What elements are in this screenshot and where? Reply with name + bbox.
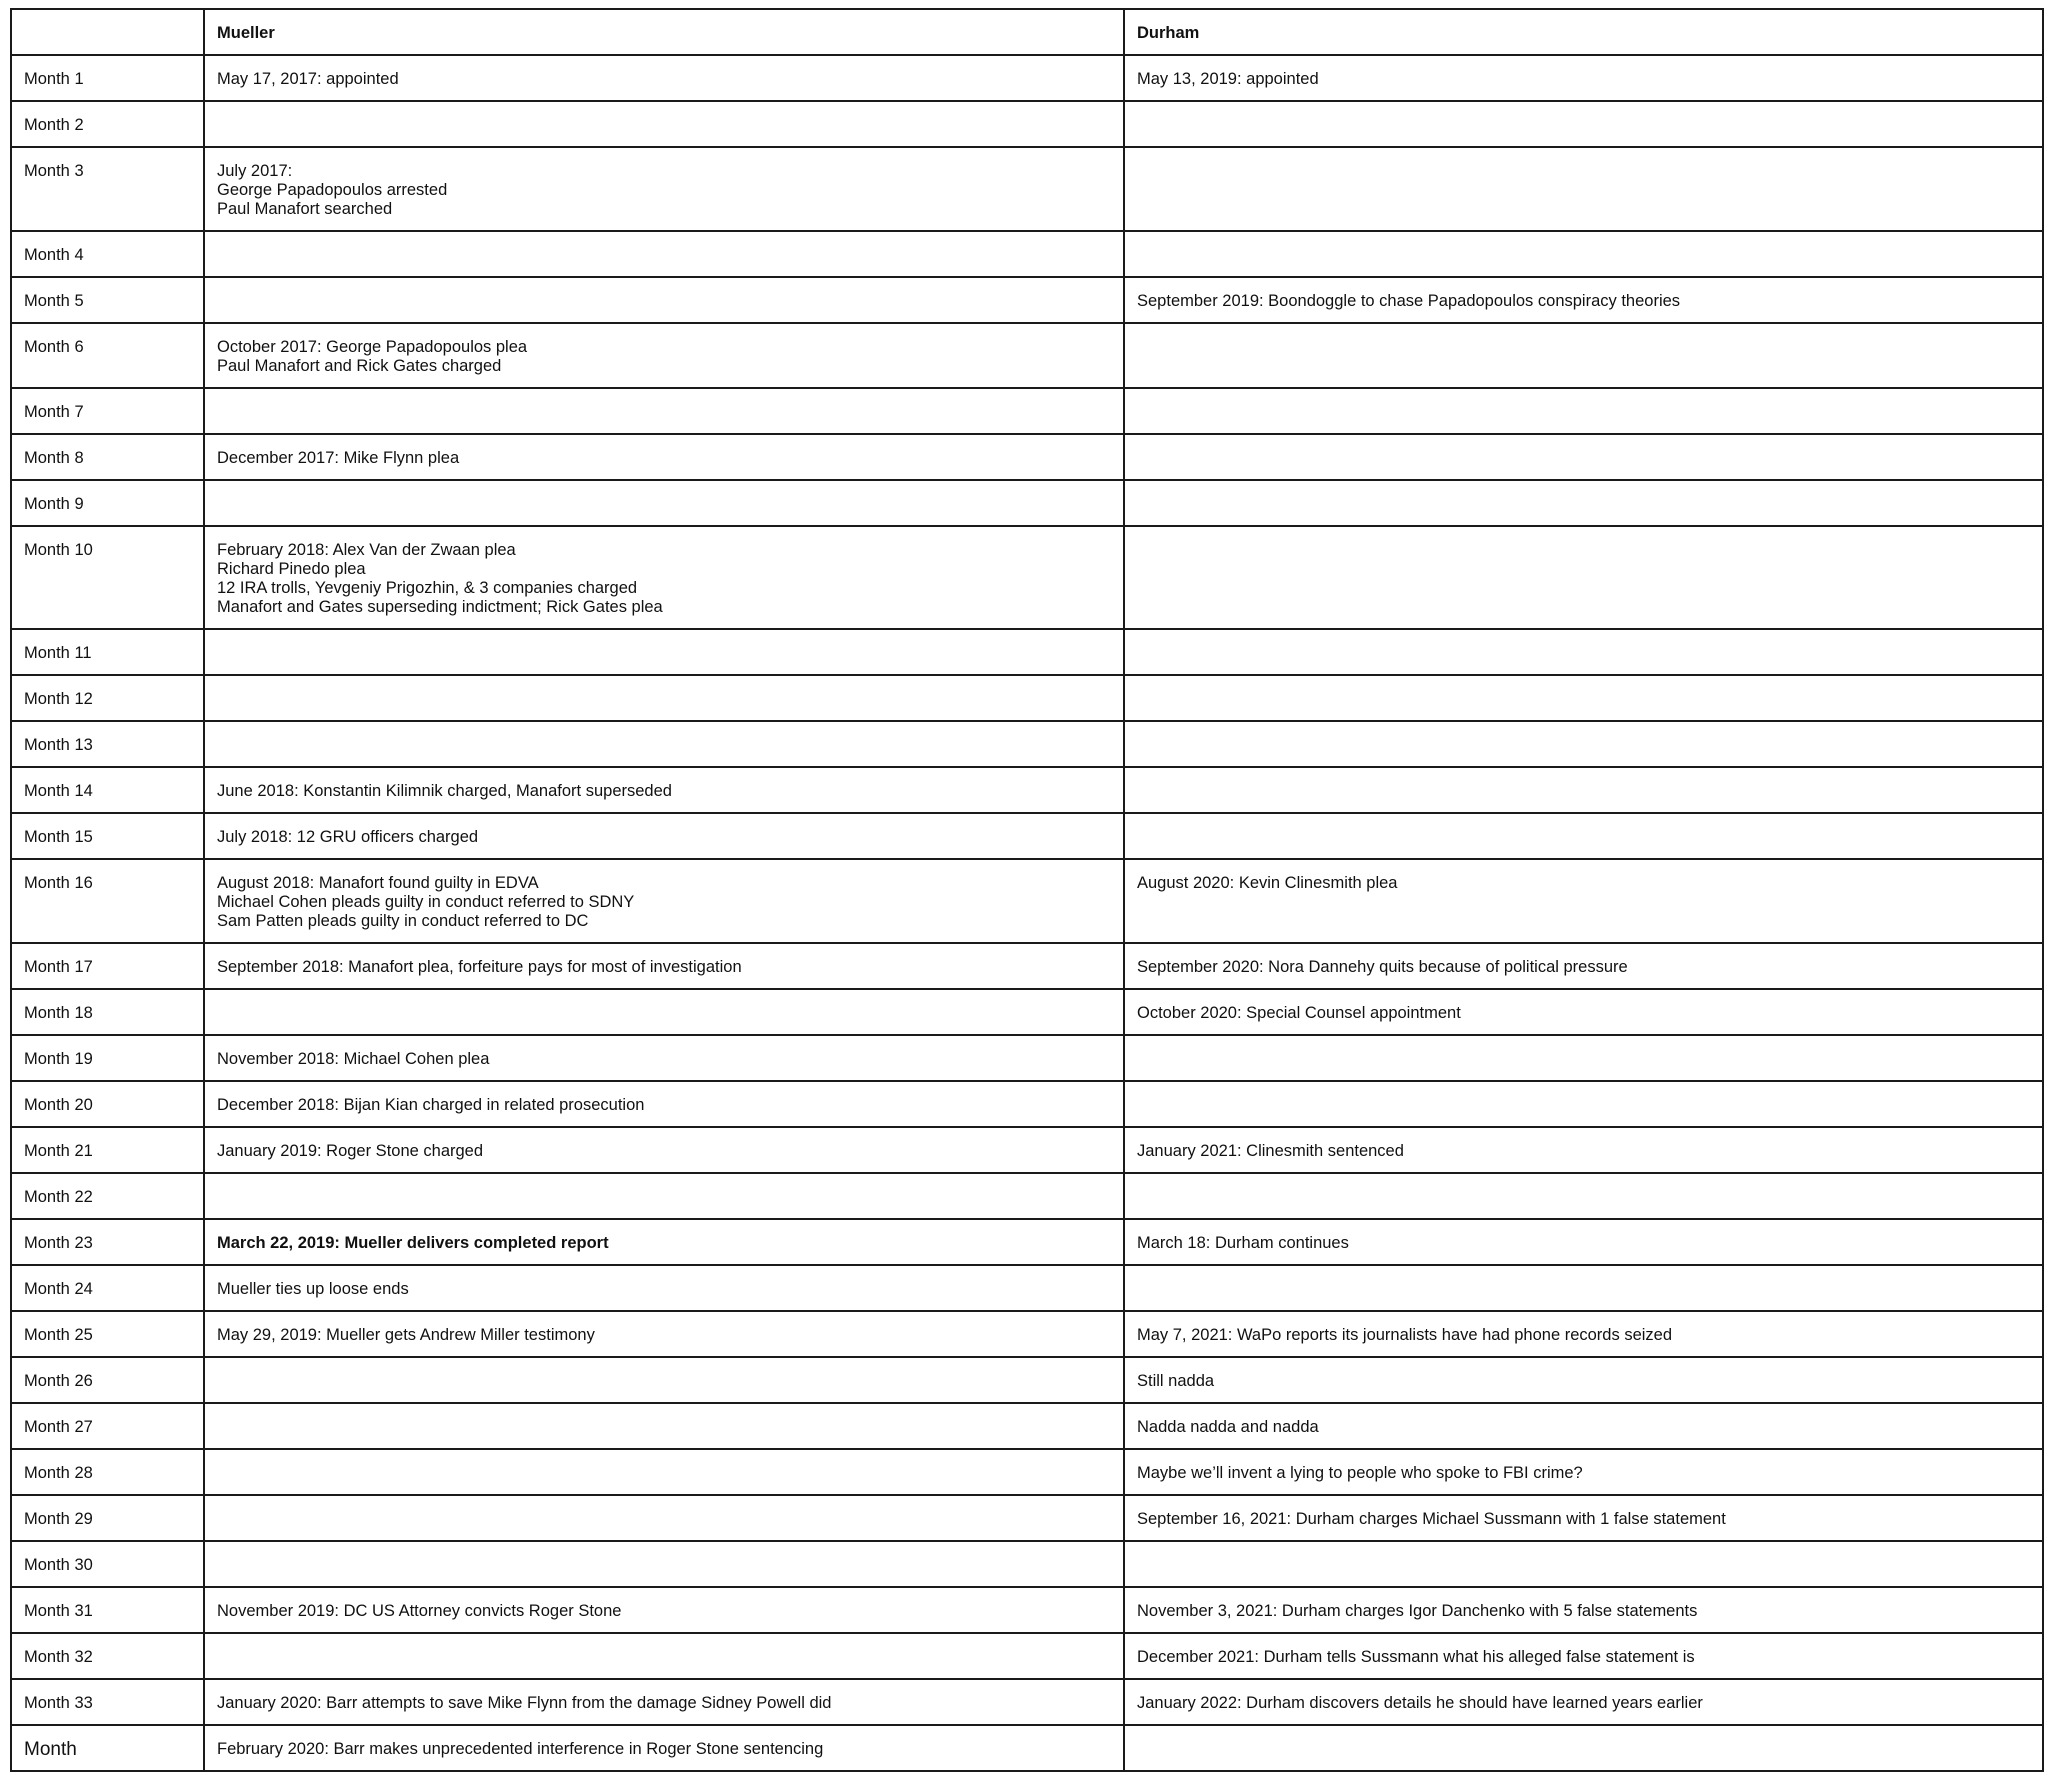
durham-cell <box>1124 1173 2043 1219</box>
table-row <box>11 55 2043 101</box>
table-row <box>11 1449 2043 1495</box>
month-cell: Month 4 <box>11 231 204 277</box>
table-body <box>11 55 2043 1771</box>
month-cell: Month 19 <box>11 1035 204 1081</box>
mueller-cell: December 2017: Mike Flynn plea <box>204 434 1124 480</box>
table-row <box>11 813 2043 859</box>
durham-cell: Still nadda <box>1124 1357 2043 1403</box>
durham-cell: September 2019: Boondoggle to chase Papadopoulos conspiracy theories <box>1124 277 2043 323</box>
table-row <box>11 1035 2043 1081</box>
table-row <box>11 147 2043 231</box>
table-row <box>11 989 2043 1035</box>
month-cell: Month 31 <box>11 1587 204 1633</box>
table-row <box>11 721 2043 767</box>
header-cell-durham: Durham <box>1124 9 2043 55</box>
table-row <box>11 480 2043 526</box>
durham-cell: December 2021: Durham tells Sussmann what his alleged false statement is <box>1124 1633 2043 1679</box>
month-cell: Month 5 <box>11 277 204 323</box>
durham-cell: Nadda nadda and nadda <box>1124 1403 2043 1449</box>
durham-cell <box>1124 813 2043 859</box>
mueller-cell: August 2018: Manafort found guilty in EDVA Michael Cohen pleads guilty in conduct referred to SDNY Sam Patten pleads guilty in conduct referred to DC <box>204 859 1124 943</box>
table-row <box>11 101 2043 147</box>
month-cell: Month 9 <box>11 480 204 526</box>
table-row <box>11 943 2043 989</box>
table-row <box>11 1081 2043 1127</box>
mueller-cell: May 29, 2019: Mueller gets Andrew Miller testimony <box>204 1311 1124 1357</box>
table-row <box>11 388 2043 434</box>
durham-cell <box>1124 1725 2043 1771</box>
month-cell: Month 33 <box>11 1679 204 1725</box>
durham-cell: May 7, 2021: WaPo reports its journalists have had phone records seized <box>1124 1311 2043 1357</box>
month-cell: Month 8 <box>11 434 204 480</box>
month-cell: Month 22 <box>11 1173 204 1219</box>
mueller-cell: March 22, 2019: Mueller delivers completed report <box>204 1219 1124 1265</box>
month-cell: Month 7 <box>11 388 204 434</box>
mueller-cell: November 2018: Michael Cohen plea <box>204 1035 1124 1081</box>
durham-cell: November 3, 2021: Durham charges Igor Danchenko with 5 false statements <box>1124 1587 2043 1633</box>
durham-cell <box>1124 1035 2043 1081</box>
table-row <box>11 1127 2043 1173</box>
table-row <box>11 1541 2043 1587</box>
mueller-cell: July 2017: George Papadopoulos arrested Paul Manafort searched <box>204 147 1124 231</box>
durham-cell <box>1124 480 2043 526</box>
durham-cell: January 2021: Clinesmith sentenced <box>1124 1127 2043 1173</box>
mueller-cell <box>204 1541 1124 1587</box>
durham-cell: October 2020: Special Counsel appointment <box>1124 989 2043 1035</box>
month-cell: Month 14 <box>11 767 204 813</box>
durham-cell: January 2022: Durham discovers details he should have learned years earlier <box>1124 1679 2043 1725</box>
month-cell: Month 25 <box>11 1311 204 1357</box>
timeline-table <box>10 8 2044 1772</box>
durham-cell: Maybe we’ll invent a lying to people who spoke to FBI crime? <box>1124 1449 2043 1495</box>
durham-cell <box>1124 629 2043 675</box>
mueller-cell: Mueller ties up loose ends <box>204 1265 1124 1311</box>
table-row <box>11 675 2043 721</box>
mueller-cell <box>204 989 1124 1035</box>
mueller-cell <box>204 1357 1124 1403</box>
table-row <box>11 1265 2043 1311</box>
month-cell: Month 11 <box>11 629 204 675</box>
table-row <box>11 323 2043 388</box>
mueller-cell <box>204 1173 1124 1219</box>
month-cell: Month 6 <box>11 323 204 388</box>
durham-cell <box>1124 1541 2043 1587</box>
mueller-cell: September 2018: Manafort plea, forfeiture pays for most of investigation <box>204 943 1124 989</box>
mueller-cell <box>204 231 1124 277</box>
month-cell: Month 26 <box>11 1357 204 1403</box>
month-cell: Month 23 <box>11 1219 204 1265</box>
durham-cell: September 2020: Nora Dannehy quits because of political pressure <box>1124 943 2043 989</box>
mueller-cell: November 2019: DC US Attorney convicts Roger Stone <box>204 1587 1124 1633</box>
mueller-cell <box>204 480 1124 526</box>
month-cell: Month 27 <box>11 1403 204 1449</box>
header-cell-mueller: Mueller <box>204 9 1124 55</box>
mueller-cell <box>204 721 1124 767</box>
month-cell: Month 10 <box>11 526 204 629</box>
month-cell: Month 2 <box>11 101 204 147</box>
mueller-cell: January 2020: Barr attempts to save Mike Flynn from the damage Sidney Powell did <box>204 1679 1124 1725</box>
header-cell-month <box>11 9 204 55</box>
mueller-cell <box>204 675 1124 721</box>
table-row <box>11 629 2043 675</box>
month-cell: Month 32 <box>11 1633 204 1679</box>
durham-cell <box>1124 1265 2043 1311</box>
mueller-cell <box>204 1633 1124 1679</box>
month-cell: Month 21 <box>11 1127 204 1173</box>
durham-cell: March 18: Durham continues <box>1124 1219 2043 1265</box>
mueller-cell: July 2018: 12 GRU officers charged <box>204 813 1124 859</box>
durham-cell <box>1124 675 2043 721</box>
month-cell: Month 1 <box>11 55 204 101</box>
month-cell: Month 16 <box>11 859 204 943</box>
month-cell: Month 18 <box>11 989 204 1035</box>
durham-cell <box>1124 388 2043 434</box>
durham-cell <box>1124 1081 2043 1127</box>
table-row <box>11 1587 2043 1633</box>
table-row <box>11 277 2043 323</box>
month-cell: Month 12 <box>11 675 204 721</box>
table-row <box>11 1725 2043 1771</box>
mueller-cell: January 2019: Roger Stone charged <box>204 1127 1124 1173</box>
month-cell: Month 28 <box>11 1449 204 1495</box>
durham-cell: August 2020: Kevin Clinesmith plea <box>1124 859 2043 943</box>
durham-cell <box>1124 101 2043 147</box>
mueller-cell: February 2018: Alex Van der Zwaan plea Richard Pinedo plea 12 IRA trolls, Yevgeniy Prigozhin, & 3 companies charged Manafort and Gates superseding indictment; Rick Gates plea <box>204 526 1124 629</box>
month-cell: Month 20 <box>11 1081 204 1127</box>
mueller-cell <box>204 388 1124 434</box>
table-row <box>11 1311 2043 1357</box>
table-row <box>11 859 2043 943</box>
durham-cell <box>1124 231 2043 277</box>
mueller-cell <box>204 1403 1124 1449</box>
durham-cell <box>1124 147 2043 231</box>
month-cell: Month 17 <box>11 943 204 989</box>
durham-cell <box>1124 721 2043 767</box>
month-cell: Month 15 <box>11 813 204 859</box>
mueller-cell <box>204 101 1124 147</box>
month-cell: Month 30 <box>11 1541 204 1587</box>
month-cell: Month 24 <box>11 1265 204 1311</box>
table-row <box>11 1357 2043 1403</box>
month-cell: Month 29 <box>11 1495 204 1541</box>
month-cell: Month 3 <box>11 147 204 231</box>
mueller-cell <box>204 629 1124 675</box>
durham-cell <box>1124 526 2043 629</box>
mueller-cell: June 2018: Konstantin Kilimnik charged, Manafort superseded <box>204 767 1124 813</box>
table-row <box>11 1633 2043 1679</box>
durham-cell <box>1124 767 2043 813</box>
mueller-cell: December 2018: Bijan Kian charged in related prosecution <box>204 1081 1124 1127</box>
table-row <box>11 1219 2043 1265</box>
durham-cell <box>1124 434 2043 480</box>
month-cell: Month <box>11 1725 204 1771</box>
header-row <box>11 9 2043 55</box>
table-row <box>11 1495 2043 1541</box>
table-row <box>11 1403 2043 1449</box>
mueller-cell <box>204 277 1124 323</box>
durham-cell: September 16, 2021: Durham charges Michael Sussmann with 1 false statement <box>1124 1495 2043 1541</box>
mueller-cell <box>204 1495 1124 1541</box>
durham-cell <box>1124 323 2043 388</box>
mueller-cell: October 2017: George Papadopoulos plea Paul Manafort and Rick Gates charged <box>204 323 1124 388</box>
table-row <box>11 1679 2043 1725</box>
table-row <box>11 434 2043 480</box>
mueller-cell: May 17, 2017: appointed <box>204 55 1124 101</box>
table-row <box>11 231 2043 277</box>
table-row <box>11 1173 2043 1219</box>
table-row <box>11 767 2043 813</box>
table-row <box>11 526 2043 629</box>
mueller-cell <box>204 1449 1124 1495</box>
mueller-cell: February 2020: Barr makes unprecedented interference in Roger Stone sentencing <box>204 1725 1124 1771</box>
durham-cell: May 13, 2019: appointed <box>1124 55 2043 101</box>
month-cell: Month 13 <box>11 721 204 767</box>
